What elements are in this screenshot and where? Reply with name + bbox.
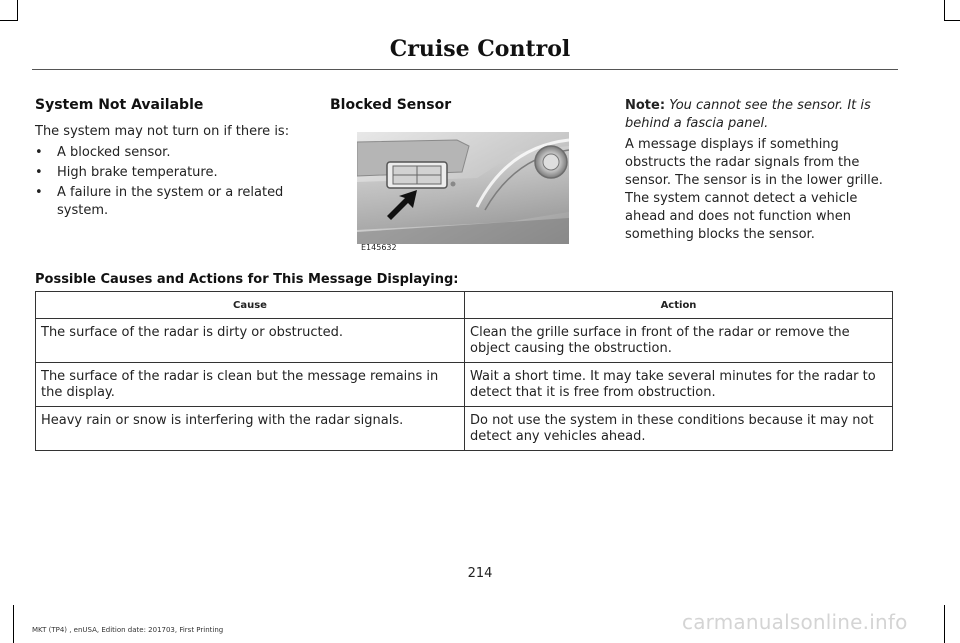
page-title: Cruise Control xyxy=(389,36,571,62)
list-item-text: A blocked sensor. xyxy=(57,145,171,160)
bullet-icon: • xyxy=(35,185,43,200)
crop-mark-bottom-left-v xyxy=(13,605,14,643)
header-rule xyxy=(32,69,898,70)
sensor-description: A message displays if something obstructs the radar signals from the sensor. The sensor is in the lower grille. The system cannot detect a vehicle ahead and does not function when something blocks the sensor. xyxy=(625,137,883,242)
figure-code: E145632 xyxy=(361,243,397,252)
list-item-text: A failure in the system or a related system. xyxy=(57,185,284,218)
action-cell: Wait a short time. It may take several minutes for the radar to detect that it is free from obstruction. xyxy=(465,363,893,407)
note xyxy=(625,97,897,133)
crop-mark-top-right-h xyxy=(944,20,960,21)
note-text: You cannot see the sensor. It is behind a fascia panel. xyxy=(625,98,871,131)
section-heading-blocked-sensor: Blocked Sensor xyxy=(330,97,452,113)
bullet-list xyxy=(35,144,285,222)
table-row xyxy=(36,319,893,363)
cause-cell: Heavy rain or snow is interfering with the radar signals. xyxy=(36,407,465,451)
watermark: carmanualsonline.info xyxy=(682,610,908,634)
column-header-cause: Cause xyxy=(36,292,465,319)
table-row xyxy=(36,407,893,451)
causes-actions-table xyxy=(35,291,893,451)
cause-cell: The surface of the radar is clean but the message remains in the display. xyxy=(36,363,465,407)
bullet-icon: • xyxy=(35,145,43,160)
action-cell: Clean the grille surface in front of the radar or remove the object causing the obstruction. xyxy=(465,319,893,363)
crop-mark-bottom-right-v xyxy=(944,605,945,643)
list-item xyxy=(35,184,285,220)
crop-mark-top-left-v xyxy=(17,0,18,21)
crop-mark-top-left-h xyxy=(0,20,18,21)
page-number: 214 xyxy=(467,566,493,581)
column-header-action: Action xyxy=(465,292,893,319)
section-heading-system-not-available: System Not Available xyxy=(35,97,204,113)
note-label: Note: xyxy=(625,98,666,113)
sensor-location-figure xyxy=(357,132,569,244)
list-item xyxy=(35,144,285,162)
bumper-illustration-icon xyxy=(357,132,569,244)
cause-cell: The surface of the radar is dirty or obstructed. xyxy=(36,319,465,363)
list-item-text: High brake temperature. xyxy=(57,165,218,180)
list-item xyxy=(35,164,285,182)
table-caption: Possible Causes and Actions for This Message Displaying: xyxy=(35,272,459,287)
table-header-row xyxy=(36,292,893,319)
intro-text: The system may not turn on if there is: xyxy=(35,124,290,139)
crop-mark-top-right-v xyxy=(944,0,945,21)
bullet-icon: • xyxy=(35,165,43,180)
footer-edition: MKT (TP4) , enUSA, Edition date: 201703, First Printing xyxy=(32,626,224,634)
action-cell: Do not use the system in these conditions because it may not detect any vehicles ahead. xyxy=(465,407,893,451)
table-row xyxy=(36,363,893,407)
